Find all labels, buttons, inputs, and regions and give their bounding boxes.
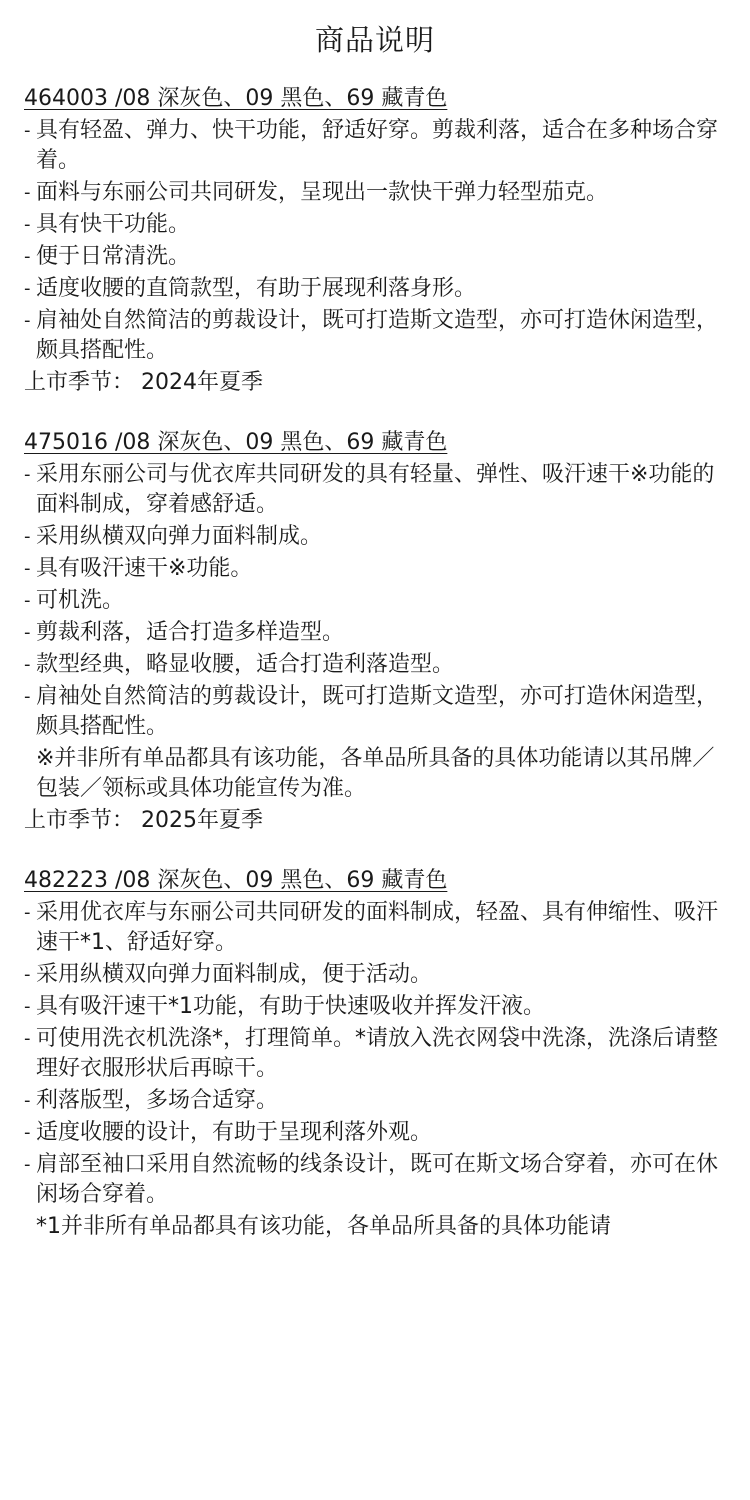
bullet-dash: -	[24, 654, 31, 675]
feature-text: 具有快干功能。	[36, 212, 191, 237]
bullet-dash: -	[24, 246, 31, 267]
feature-item	[24, 586, 732, 616]
feature-text: 适度收腰的设计，有助于呈现利落外观。	[36, 1120, 433, 1145]
bullet-dash: -	[24, 902, 31, 923]
feature-item	[24, 992, 732, 1022]
feature-text: 可使用洗衣机洗涤*，打理简单。*请放入洗衣网袋中洗涤，洗涤后请整理好衣服形状后再晾干。	[36, 1026, 719, 1081]
feature-item	[24, 1086, 732, 1116]
product-section	[24, 428, 732, 836]
feature-item	[24, 116, 732, 176]
feature-item	[24, 960, 732, 990]
feature-item	[24, 898, 732, 958]
bullet-dash: -	[24, 310, 31, 331]
bullet-dash: -	[24, 182, 31, 203]
feature-text: 具有吸汗速干*1功能，有助于快速吸收并挥发汗液。	[36, 994, 545, 1019]
product-section	[24, 866, 732, 1242]
bullet-dash: -	[24, 464, 31, 485]
footnote: ※并非所有单品都具有该功能，各单品所具备的具体功能请以其吊牌／包装／领标或具体功能宣传为准。	[36, 746, 715, 801]
bullet-dash: -	[24, 120, 31, 141]
feature-item	[24, 242, 732, 272]
feature-item	[24, 274, 732, 304]
feature-item	[24, 682, 732, 742]
release-season: 上市季节： 2025年夏季	[24, 808, 263, 833]
feature-text: 利落版型，多场合适穿。	[36, 1088, 279, 1113]
feature-text: 款型经典，略显收腰，适合打造利落造型。	[36, 652, 455, 677]
feature-text: 采用东丽公司与优衣库共同研发的具有轻量、弹性、吸汗速干※功能的面料制成，穿着感舒适。	[36, 462, 715, 517]
bullet-dash: -	[24, 214, 31, 235]
bullet-dash: -	[24, 1154, 31, 1175]
bullet-dash: -	[24, 686, 31, 707]
feature-item	[24, 460, 732, 520]
bullet-dash: -	[24, 1122, 31, 1143]
feature-text: 具有轻盈、弹力、快干功能，舒适好穿。剪裁利落，适合在多种场合穿着。	[36, 118, 719, 173]
product-heading: 475016 /08 深灰色、09 黑色、69 藏青色	[24, 430, 448, 455]
bullet-dash: -	[24, 996, 31, 1017]
feature-text: 具有吸汗速干※功能。	[36, 556, 253, 581]
product-list	[24, 84, 732, 1272]
feature-text: 可机洗。	[36, 588, 125, 613]
feature-item	[24, 650, 732, 680]
feature-item	[24, 306, 732, 366]
release-season: 上市季节： 2024年夏季	[24, 370, 263, 395]
feature-text: 采用优衣库与东丽公司共同研发的面料制成，轻盈、具有伸缩性、吸汗速干*1、舒适好穿。	[36, 900, 719, 955]
feature-item	[24, 1024, 732, 1084]
feature-item	[24, 210, 732, 240]
feature-item	[24, 554, 732, 584]
feature-item	[24, 1150, 732, 1210]
product-section	[24, 84, 732, 398]
bullet-dash: -	[24, 1028, 31, 1049]
footnote: *1并非所有单品都具有该功能，各单品所具备的具体功能请	[36, 1214, 611, 1239]
bullet-dash: -	[24, 526, 31, 547]
bullet-dash: -	[24, 964, 31, 985]
feature-text: 剪裁利落，适合打造多样造型。	[36, 620, 345, 645]
product-heading: 464003 /08 深灰色、09 黑色、69 藏青色	[24, 86, 448, 111]
bullet-dash: -	[24, 590, 31, 611]
feature-text: 肩袖处自然简洁的剪裁设计，既可打造斯文造型，亦可打造休闲造型，颇具搭配性。	[36, 684, 719, 739]
bullet-dash: -	[24, 622, 31, 643]
feature-item	[24, 1118, 732, 1148]
feature-text: 适度收腰的直筒款型，有助于展现利落身形。	[36, 276, 477, 301]
feature-text: 采用纵横双向弹力面料制成，便于活动。	[36, 962, 433, 987]
product-heading: 482223 /08 深灰色、09 黑色、69 藏青色	[24, 868, 448, 893]
feature-item	[24, 618, 732, 648]
feature-item	[24, 178, 732, 208]
feature-text: 便于日常清洗。	[36, 244, 191, 269]
bullet-dash: -	[24, 1090, 31, 1111]
bullet-dash: -	[24, 558, 31, 579]
feature-text: 面料与东丽公司共同研发，呈现出一款快干弹力轻型茄克。	[36, 180, 609, 205]
feature-text: 采用纵横双向弹力面料制成。	[36, 524, 323, 549]
feature-text: 肩袖处自然简洁的剪裁设计，既可打造斯文造型，亦可打造休闲造型，颇具搭配性。	[36, 308, 719, 363]
page-title: 商品说明	[314, 23, 435, 57]
feature-text: 肩部至袖口采用自然流畅的线条设计，既可在斯文场合穿着，亦可在休闲场合穿着。	[36, 1152, 719, 1207]
bullet-dash: -	[24, 278, 31, 299]
feature-item	[24, 522, 732, 552]
